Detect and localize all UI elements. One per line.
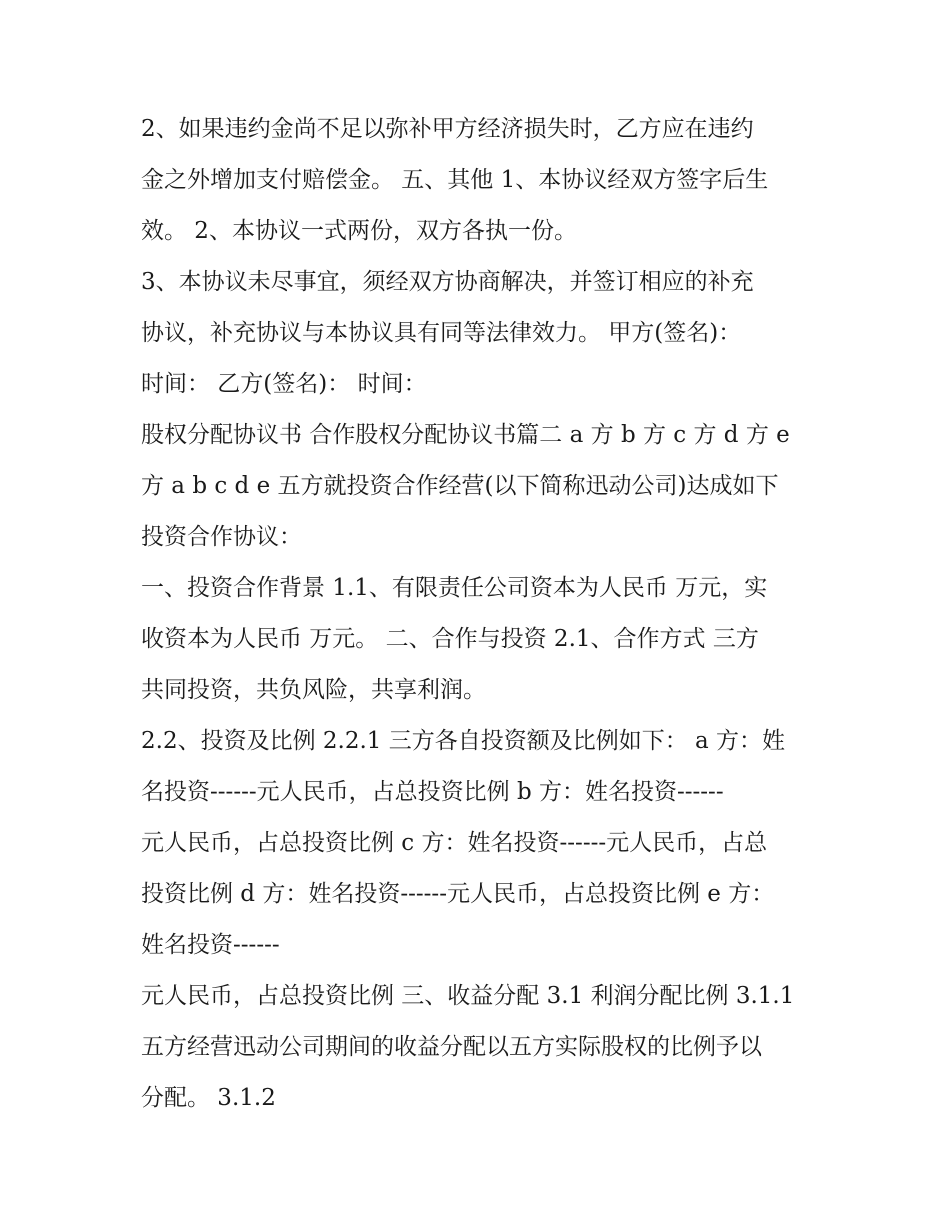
text-line: 元人民币，占总投资比例 c 方：姓名投资------元人民币，占总 <box>141 830 768 856</box>
text-line: 时间： 乙方(签名)： 时间： <box>141 371 427 397</box>
text-line: 投资比例 d 方：姓名投资------元人民币，占总投资比例 e 方： <box>141 881 775 907</box>
text-line: 3、本协议未尽事宜，须经双方协商解决，并签订相应的补充 <box>141 269 754 295</box>
text-line: 名投资------元人民币，占总投资比例 b 方：姓名投资------ <box>141 779 724 805</box>
text-line: 共同投资，共负风险，共享利润。 <box>141 677 486 703</box>
text-line: 五方经营迅动公司期间的收益分配以五方实际股权的比例予以 <box>141 1034 762 1060</box>
document-body <box>141 104 821 1124</box>
text-line: 分配。 3.1.2 <box>141 1085 276 1111</box>
text-line: 收资本为人民币 万元。 二、合作与投资 2.1、合作方式 三方 <box>141 626 759 652</box>
text-line: 一、投资合作背景 1.1、有限责任公司资本为人民币 万元，实 <box>141 575 768 601</box>
text-line: 协议，补充协议与本协议具有同等法律效力。 甲方(签名)： <box>141 320 742 346</box>
text-line: 元人民币，占总投资比例 三、收益分配 3.1 利润分配比例 3.1.1 <box>141 983 795 1009</box>
text-line: 2.2、投资及比例 2.2.1 三方各自投资额及比例如下： a 方：姓 <box>141 728 786 754</box>
text-line: 方 a b c d e 五方就投资合作经营(以下简称迅动公司)达成如下 <box>141 473 779 499</box>
text-line: 金之外增加支付赔偿金。 五、其他 1、本协议经双方签字后生 <box>141 167 769 193</box>
text-line: 投资合作协议： <box>141 524 302 550</box>
text-line: 2、如果违约金尚不足以弥补甲方经济损失时，乙方应在违约 <box>141 116 754 142</box>
text-line: 股权分配协议书 合作股权分配协议书篇二 a 方 b 方 c 方 d 方 e <box>141 422 790 448</box>
text-line: 效。 2、本协议一式两份，双方各执一份。 <box>141 218 577 244</box>
text-line: 姓名投资------ <box>141 932 280 958</box>
